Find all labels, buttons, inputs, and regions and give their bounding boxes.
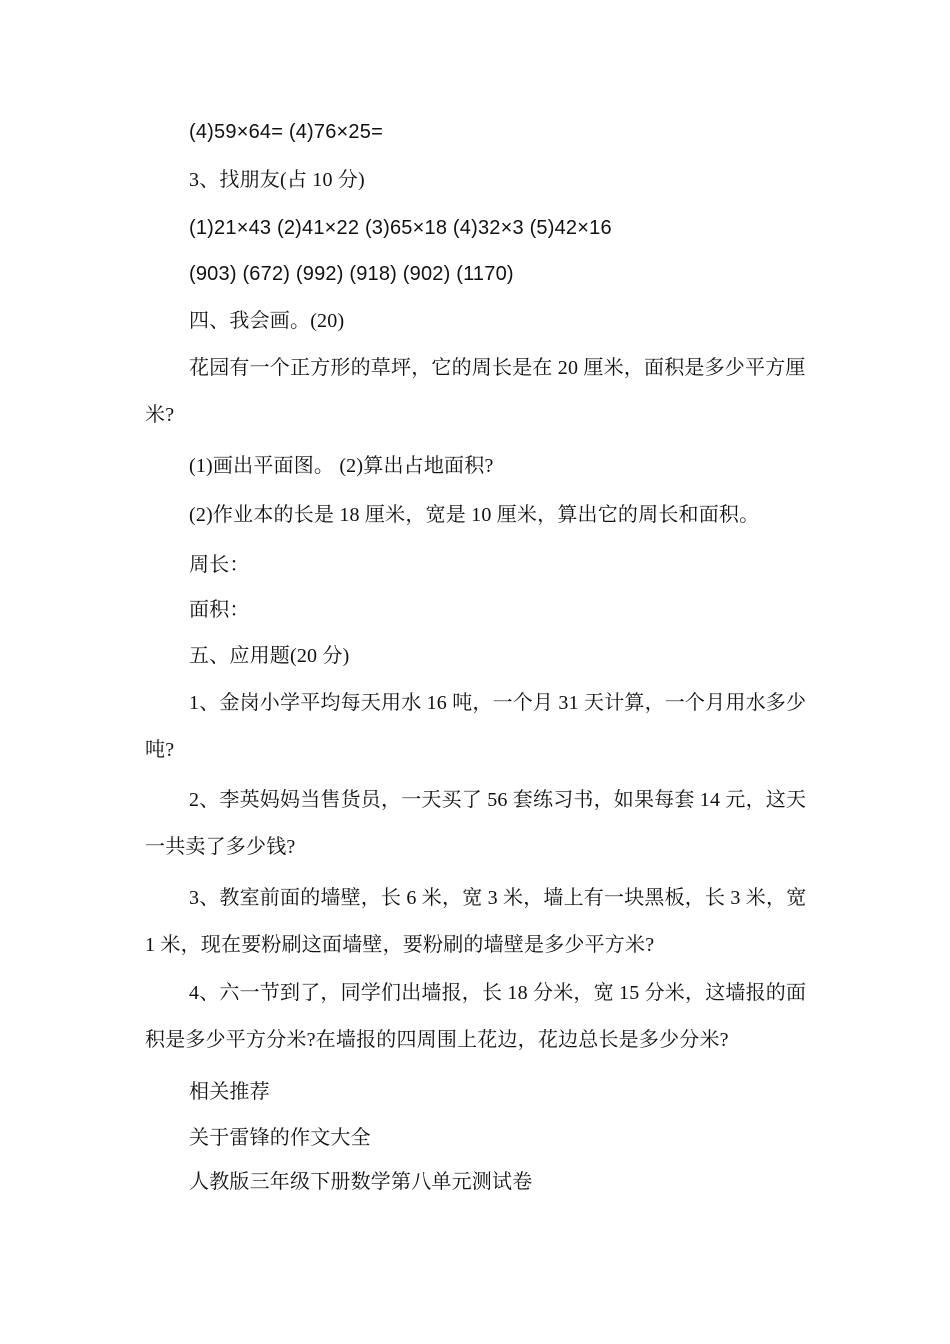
related-link-2: 人教版三年级下册数学第八单元测试卷	[189, 1171, 533, 1193]
paragraph-exercise-4: (4)59×64= (4)76×25=	[189, 121, 383, 143]
related-recommendations-heading: 相关推荐	[189, 1081, 270, 1103]
paragraph-draw-plan: (1)画出平面图。 (2)算出占地面积?	[189, 455, 494, 477]
problem-3: 3、教室前面的墙壁，长 6 米，宽 3 米，墙上有一块黑板，长 3 米，宽 1 米，现在要粉刷这面墙壁，要粉刷的墙壁是多少平方米?	[145, 887, 807, 956]
heading-application-problems: 五、应用题(20 分)	[189, 645, 350, 667]
related-link-1: 关于雷锋的作文大全	[189, 1127, 371, 1149]
problem-4: 4、六一节到了，同学们出墙报，长 18 分米，宽 15 分米，这墙报的面积是多少平方分米?在墙报的四周围上花边，花边总长是多少分米?	[145, 982, 807, 1051]
paragraph-garden-question: 花园有一个正方形的草坪，它的周长是在 20 厘米，面积是多少平方厘米?	[145, 357, 806, 426]
paragraph-answers: (903) (672) (992) (918) (902) (1170)	[189, 263, 514, 285]
paragraph-multiplications: (1)21×43 (2)41×22 (3)65×18 (4)32×3 (5)42×16	[189, 217, 612, 239]
problem-2: 2、李英妈妈当售货员，一天买了 56 套练习书，如果每套 14 元，这天一共卖了多少钱?	[145, 789, 807, 858]
label-perimeter: 周长：	[189, 554, 250, 576]
heading-find-friends: 3、找朋友(占 10 分)	[189, 169, 365, 191]
heading-drawing: 四、我会画。(20)	[189, 310, 345, 332]
paragraph-notebook-question: (2)作业本的长是 18 厘米，宽是 10 厘米，算出它的周长和面积。	[189, 504, 760, 526]
label-area: 面积：	[189, 599, 250, 621]
problem-1: 1、金岗小学平均每天用水 16 吨，一个月 31 天计算，一个月用水多少吨?	[145, 692, 807, 761]
